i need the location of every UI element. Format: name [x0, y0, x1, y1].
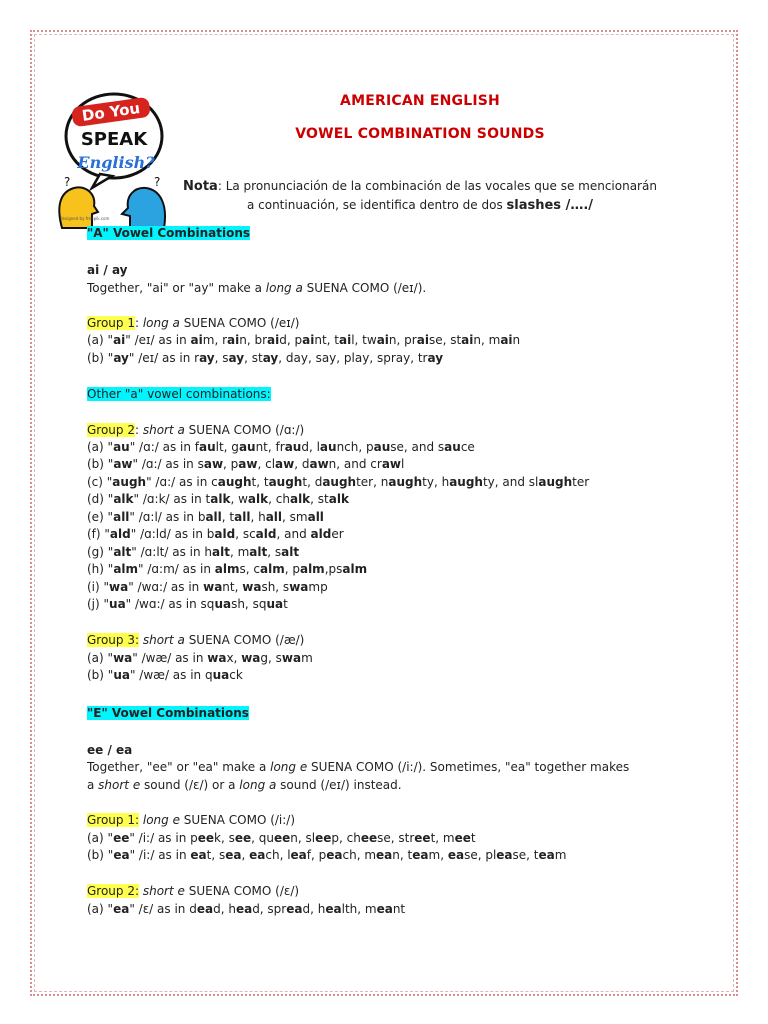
list-item: (a) "ai" /eɪ/ as in aim, rain, braid, paint, tail, twain, praise, stain, main	[87, 333, 521, 347]
logo-credit: designed by freepik.com	[60, 216, 110, 221]
logo-text-english: English?	[77, 153, 155, 172]
list-item: (b) "ay" /eɪ/ as in ray, say, stay, day, say, play, spray, tray	[87, 351, 444, 365]
list-item: (e) "all" /ɑ:l/ as in ball, tall, hall, small	[87, 510, 324, 524]
list-item: (g) "alt" /ɑ:lt/ as in halt, malt, salt	[87, 545, 300, 559]
nota-line2: a continuación, se identifica dentro de dos	[246, 198, 507, 212]
list-item: (i) "wa" /wɑ:/ as in want, wash, swamp	[87, 580, 328, 594]
list-item: (a) "wa" /wæ/ as in wax, wag, swam	[87, 651, 313, 665]
other-a-combinations-heading: Other "a" vowel combinations:	[87, 387, 271, 401]
svg-text:?: ?	[154, 175, 161, 189]
nota-slashes: slashes /…./	[506, 198, 594, 213]
list-item: (j) "ua" /wɑ:/ as in squash, squat	[87, 597, 288, 611]
ee-ea-title: ee / ea	[87, 743, 133, 757]
nota-paragraph	[155, 177, 685, 215]
e-section-heading: "E" Vowel Combinations	[87, 706, 249, 720]
nota-label: Nota	[183, 179, 218, 194]
a-section-heading: "A" Vowel Combinations	[87, 226, 251, 240]
list-item: (b) "ua" /wæ/ as in quack	[87, 668, 243, 682]
title-vowel-combination-sounds: VOWEL COMBINATION SOUNDS	[295, 126, 545, 142]
ai-ay-title: ai / ay	[87, 263, 128, 277]
e-group2-heading: Group 2: short e SUENA COMO (/ɛ/)	[87, 884, 300, 898]
list-item: (h) "alm" /ɑ:m/ as in alms, calm, palm,psalm	[87, 562, 368, 576]
logo-text-do-you: Do You	[80, 99, 142, 125]
e-group1-heading: Group 1: long e SUENA COMO (/i:/)	[87, 813, 296, 827]
list-item: (a) "au" /ɑ:/ as in fault, gaunt, fraud, launch, pause, and sauce	[87, 440, 475, 454]
logo-text-speak: SPEAK	[80, 129, 148, 150]
svg-text:?: ?	[64, 175, 71, 189]
ee-ea-description-line1: Together, "ee" or "ea" make a long e SUENA COMO (/i:/). Sometimes, "ea" together makes	[87, 760, 630, 774]
list-item: (c) "augh" /ɑ:/ as in caught, taught, daughter, naughty, haughty, and slaughter	[87, 475, 590, 489]
ai-ay-description: Together, "ai" or "ay" make a long a SUENA COMO (/eɪ/).	[87, 281, 427, 295]
list-item: (d) "alk" /ɑ:k/ as in talk, walk, chalk, stalk	[87, 492, 349, 506]
list-item: (b) "ea" /i:/ as in eat, sea, each, leaf, peach, mean, team, ease, please, team	[87, 848, 567, 862]
list-item: (a) "ea" /ɛ/ as in dead, head, spread, health, meant	[87, 902, 406, 916]
do-you-speak-english-logo	[52, 88, 170, 233]
list-item: (f) "ald" /ɑ:ld/ as in bald, scald, and alder	[87, 527, 344, 541]
a-group3-heading: Group 3: short a SUENA COMO (/æ/)	[87, 633, 305, 647]
nota-line1: : La pronunciación de la combinación de las vocales que se mencionarán	[217, 179, 657, 193]
a-group2-heading: Group 2: short a SUENA COMO (/ɑ:/)	[87, 423, 305, 437]
title-american-english: AMERICAN ENGLISH	[340, 93, 500, 109]
list-item: (b) "aw" /ɑ:/ as in saw, paw, claw, dawn, and crawl	[87, 457, 405, 471]
a-group1-heading: Group 1: long a SUENA COMO (/eɪ/)	[87, 316, 300, 330]
list-item: (a) "ee" /i:/ as in peek, see, queen, sleep, cheese, street, meet	[87, 831, 476, 845]
ee-ea-description-line2: a short e sound (/ɛ/) or a long a sound (/eɪ/) instead.	[87, 778, 402, 792]
